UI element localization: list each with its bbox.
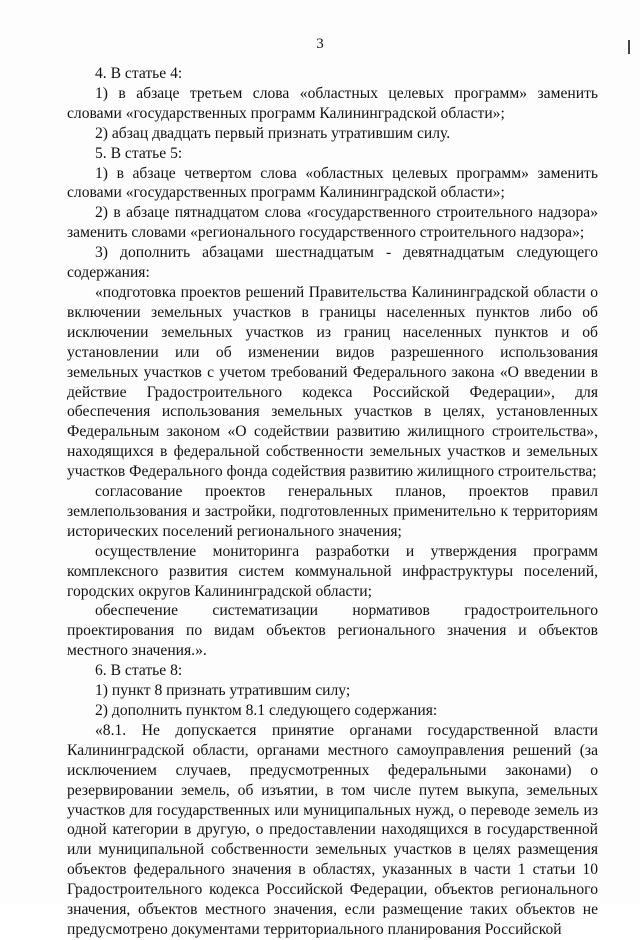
paragraph-article8: 6. В статье 8: — [95, 662, 183, 680]
paragraph-article5-item1: 1) в абзаце четвертом слова «областных целевых программ» заменить словами «государственных программ Калининградской области»; — [67, 164, 598, 202]
paragraph-point-8-1: «8.1. Не допускается принятие органами государственной власти Калининградской области, органами местного самоуправления решений (за исключением случаев, предусмотренных федеральными законами) о резервировании земель, об изъятии, в том числе путем выкупа, земельных участков для государственных или муниципальных нужд, о переводе земель из одной категории в другую, о предоставлении находящихся в государственной или муниципальной собственности земельных участков в целях размещения объектов федерального значения в областях, указанных в части 1 статьи 10 Градостроительного кодекса Российской Федерации, объектов регионального значения, объектов местного значения, если размещение таких объектов не предусмотрено документами территориального планирования Российской — [67, 721, 598, 938]
paragraph-article4-item1: 1) в абзаце третьем слова «областных целевых программ» заменить словами «государственных программ Калининградской области»; — [67, 84, 598, 122]
paragraph-article5-item3: 3) дополнить абзацами шестнадцатым - девятнадцатым следующего содержания: — [67, 244, 598, 282]
scan-edge-mark — [628, 40, 634, 54]
paragraph-article4-item2: 2) абзац двадцать первый признать утратившим силу. — [95, 124, 451, 142]
paragraph-quote-monitoring: осуществление мониторинга разработки и утверждения программ комплексного развития систем коммунальной инфраструктуры поселений, городских округов Калининградской области; — [67, 542, 598, 600]
document-body — [67, 64, 598, 940]
paragraph-quote-preparation: «подготовка проектов решений Правительства Калининградской области о включении земельных участков в границы населенных пунктов либо об исключении земельных участков из границ населенных пунктов и об установлении или об изменении видов разрешенного использования земельных участков с учетом требований Федерального закона «О введении в действие Градостроительного кодекса Российской Федерации», для обеспечения использования земельных участков в целях, установленных Федеральным законом «О содействии развитию жилищного строительства», находящихся в федеральной собственности земельных участков и земельных участков Федерального фонда содействия развитию жилищного строительства; — [67, 283, 598, 481]
paragraph-article8-item1: 1) пункт 8 признать утратившим силу; — [95, 682, 351, 700]
paragraph-quote-approval: согласование проектов генеральных планов, проектов правил землепользования и застройки, подготовленных применительно к территориям исторических поселений регионального значения; — [67, 483, 598, 540]
paragraph-article8-item2: 2) дополнить пунктом 8.1 следующего содержания: — [95, 702, 438, 719]
paragraph-article4: 4. В статье 4: — [95, 65, 183, 82]
paragraph-article5-item2: 2) в абзаце пятнадцатом слова «государственного строительного надзора» заменить словами «регионального государственного строительного надзора»; — [67, 204, 598, 242]
paragraph-article5: 5. В статье 5: — [95, 144, 183, 162]
paragraph-quote-systematization: обеспечение систематизации нормативов градостроительного проектирования по видам объектов регионального значения и объектов местного значения.». — [67, 602, 598, 660]
page-number: 3 — [316, 36, 324, 52]
